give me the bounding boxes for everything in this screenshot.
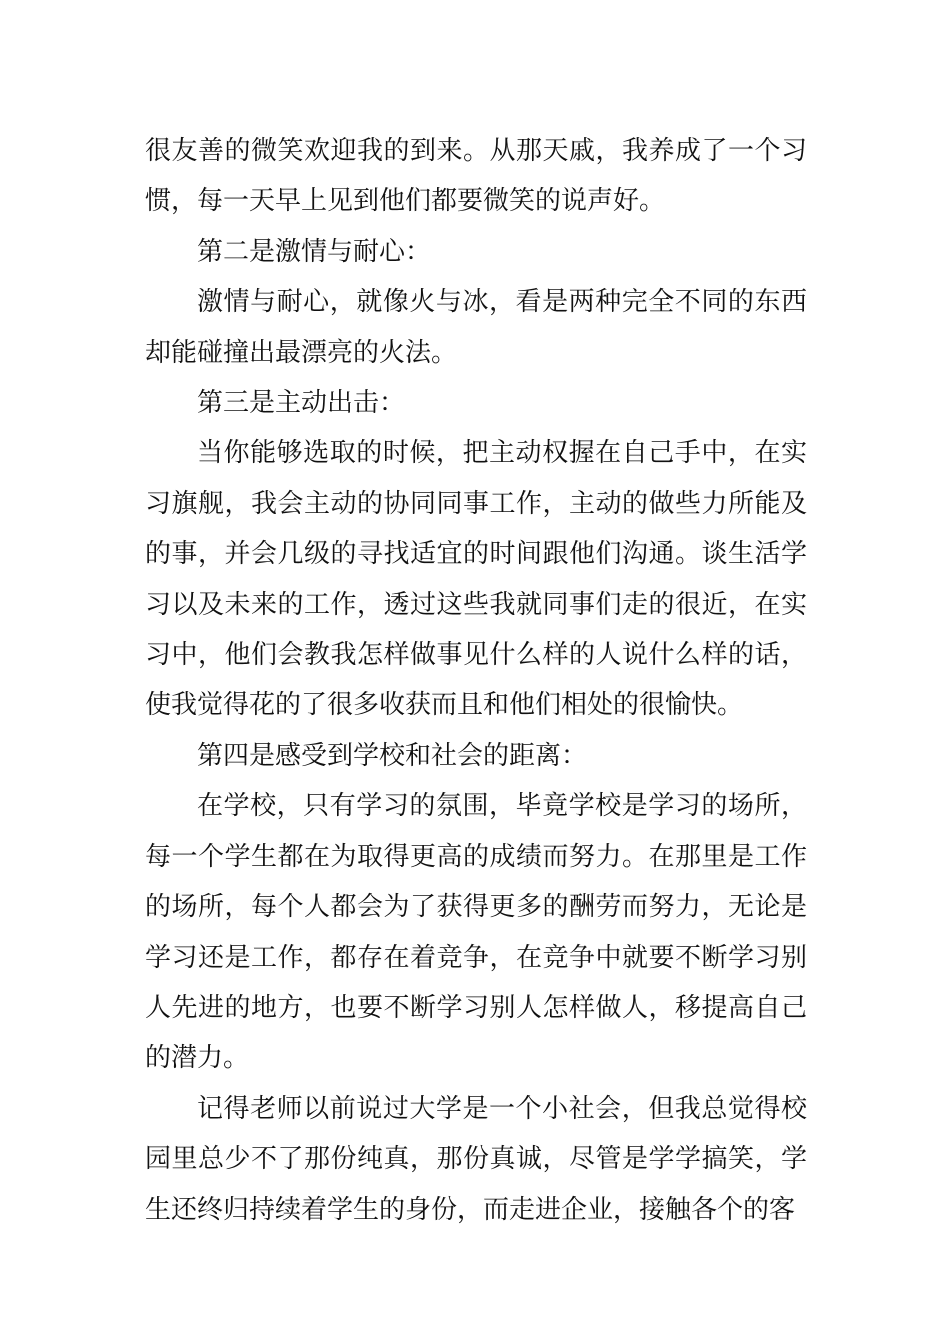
paragraph-5: 记得老师以前说过大学是一个小社会，但我总觉得校园里总少不了那份纯真，那份真诚，尽管是学学搞笑，学生还终归持续着学生的身份，而走进企业，接触各个的客 <box>145 1093 807 1225</box>
heading-passion-patience: 第二是激情与耐心： <box>197 236 432 267</box>
document-page <box>145 126 807 1235</box>
heading-school-society-distance: 第四是感受到学校和社会的距离： <box>197 740 588 771</box>
paragraph-1: 很友善的微笑欢迎我的到来。从那天戚，我养成了一个习惯，每一天早上见到他们都要微笑的说声好。 <box>145 136 807 217</box>
paragraph-4: 在学校，只有学习的氛围，毕竟学校是学习的场所，每一个学生都在为取得更高的成绩而努力。在那里是工作的场所，每个人都会为了获得更多的酬劳而努力，无论是学习还是工作，都存在着竞争，在竞争中就要不断学习别人先进的地方，也要不断学习别人怎样做人，移提高自己的潜力。 <box>145 791 807 1074</box>
paragraph-3: 当你能够选取的时候，把主动权握在自己手中，在实习旗舰，我会主动的协同同事工作，主动的做些力所能及的事，并会几级的寻找适宜的时间跟他们沟通。谈生活学习以及未来的工作，透过这些我就同事们走的很近，在实习中，他们会教我怎样做事见什么样的人说什么样的话，使我觉得花的了很多收获而且和他们相处的很愉快。 <box>145 438 807 721</box>
paragraph-2: 激情与耐心，就像火与冰，看是两种完全不同的东西却能碰撞出最漂亮的火法。 <box>145 287 807 368</box>
heading-initiative: 第三是主动出击： <box>197 388 406 419</box>
